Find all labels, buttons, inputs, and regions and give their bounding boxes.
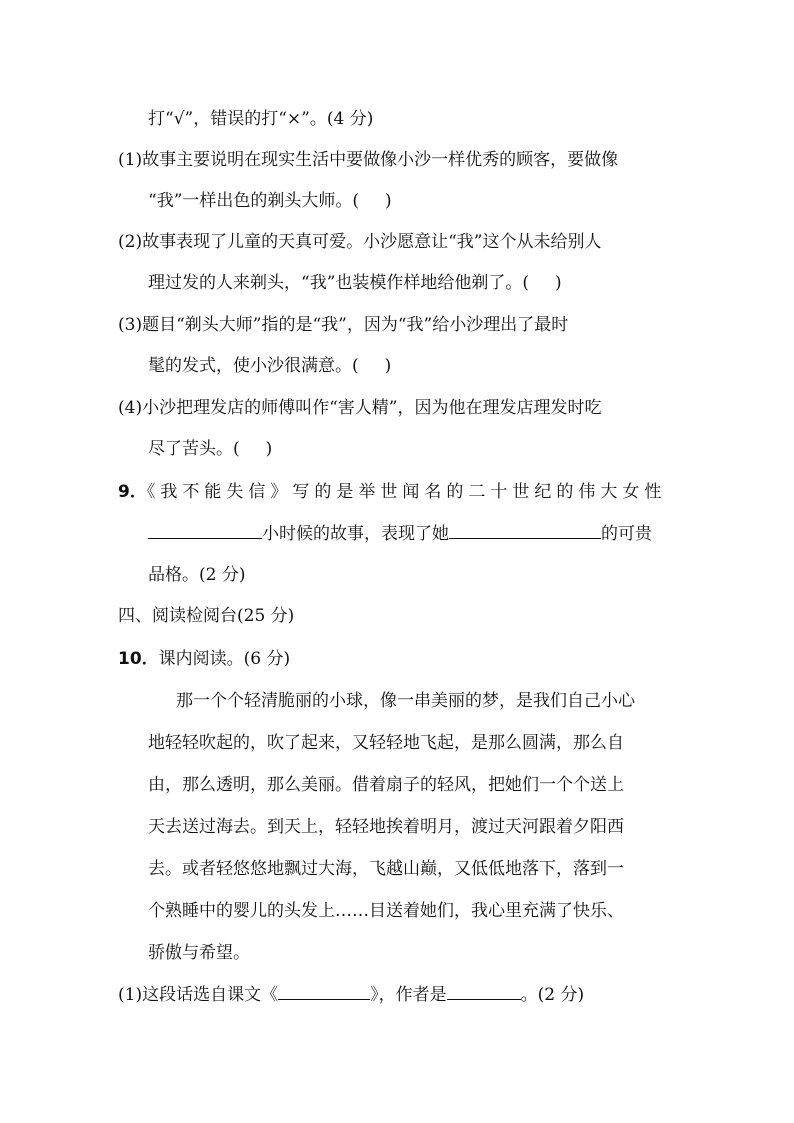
q8-item-4-close-paren: ) xyxy=(265,439,273,459)
q8-item-3-text-cont: 髦的发式，使小沙很满意。( xyxy=(148,356,359,376)
q10-sub1 xyxy=(118,983,584,1005)
passage-text-5: 去。或者轻悠悠地飘过大海，飞越山巅，又低低地落下，落到一 xyxy=(148,859,624,879)
q8-item-3-line2 xyxy=(148,355,391,377)
q8-intro-text: 打“√”，错误的打“×”。(4 分) xyxy=(148,109,374,129)
q9-line3 xyxy=(148,564,245,586)
passage-line-3 xyxy=(148,774,624,796)
q8-item-3-number: (3) xyxy=(118,315,143,335)
passage-text-7: 骄傲与希望。 xyxy=(148,943,250,963)
passage-line-7 xyxy=(148,942,250,964)
q10-sub1-text-end: 。(2 分) xyxy=(520,985,585,1005)
section-4-title xyxy=(118,605,294,627)
q8-item-2-text-cont: 理过发的人来剃头，“我”也装模作样地给他剃了。( xyxy=(148,273,530,293)
section-4-title-text: 四、阅读检阅台(25 分) xyxy=(118,606,295,626)
q8-item-1-line1 xyxy=(118,149,618,171)
q8-item-4-line1 xyxy=(118,397,601,419)
q8-item-3-text: 题目“剃头大师”指的是“我”，因为“我”给小沙理出了最时 xyxy=(142,315,569,335)
q9-text-last: 品格。(2 分) xyxy=(148,565,246,585)
q8-item-2-text: 故事表现了儿童的天真可爱。小沙愿意让“我”这个从未给别人 xyxy=(142,232,602,252)
q8-item-1-text-cont: “我”一样出色的剃头大师。( xyxy=(148,191,360,211)
q10-sub1-text-pre: 这段话选自课文《 xyxy=(142,985,279,1005)
passage-line-6 xyxy=(148,900,624,922)
q9-line1 xyxy=(118,481,678,503)
q8-item-2-line2 xyxy=(148,272,562,294)
q10-sub1-text-mid: 》，作者是 xyxy=(370,985,447,1005)
q9-number: 9． xyxy=(118,482,147,502)
q8-item-2-close-paren: ) xyxy=(555,273,562,293)
q8-item-2-number: (2) xyxy=(118,232,143,252)
q10-title: 课内阅读。(6 分) xyxy=(158,649,291,669)
q10-sub1-number: (1) xyxy=(118,985,143,1005)
q9-blank-person[interactable] xyxy=(148,522,262,539)
passage-text-1: 那一个个轻清脆丽的小球，像一串美丽的梦，是我们自己小心 xyxy=(176,691,635,711)
q9-text-mid: 小时候的故事，表现了她 xyxy=(262,524,449,544)
q10-sub1-blank-author[interactable] xyxy=(447,983,521,1000)
passage-text-3: 由，那么透明，那么美丽。借着扇子的轻风，把她们一个个送上 xyxy=(148,775,624,795)
q8-item-4-text: 小沙把理发店的师傅叫作“害人精”，因为他在理发店理发时吃 xyxy=(142,398,602,418)
passage-line-4 xyxy=(148,816,624,838)
q8-item-4-number: (4) xyxy=(118,398,143,418)
q8-item-4-text-cont: 尽了苦头。( xyxy=(148,439,240,459)
q8-item-1-text: 故事主要说明在现实生活中要做像小沙一样优秀的顾客，要做像 xyxy=(142,150,619,170)
q8-item-4-line2 xyxy=(148,438,272,460)
q9-text: 《我不能失信》写的是举世闻名的二十世纪的伟大女性 xyxy=(146,482,667,502)
q9-text-end: 的可贵 xyxy=(601,524,652,544)
passage-line-1 xyxy=(176,690,635,712)
q8-intro xyxy=(148,108,373,130)
q10-number: 10． xyxy=(118,649,159,669)
q8-item-3-line1 xyxy=(118,314,568,336)
q8-item-2-line1 xyxy=(118,231,601,253)
passage-text-2: 地轻轻吹起的，吹了起来，又轻轻地飞起，是那么圆满，那么自 xyxy=(148,733,624,753)
q9-blank-quality[interactable] xyxy=(449,522,601,539)
q8-item-1-line2 xyxy=(148,190,392,212)
passage-line-5 xyxy=(148,858,624,880)
q8-item-1-close-paren: ) xyxy=(385,191,392,211)
q9-line2 xyxy=(148,522,652,544)
q10-header xyxy=(118,648,290,670)
passage-text-4: 天去送过海去。到天上，轻轻地挨着明月，渡过天河跟着夕阳西 xyxy=(148,817,624,837)
passage-line-2 xyxy=(148,732,624,754)
q8-item-3-close-paren: ) xyxy=(384,356,392,376)
q8-item-1-number: (1) xyxy=(118,150,143,170)
passage-text-6: 个熟睡中的婴儿的头发上……目送着她们，我心里充满了快乐、 xyxy=(148,901,624,921)
q10-sub1-blank-title[interactable] xyxy=(278,983,370,1000)
